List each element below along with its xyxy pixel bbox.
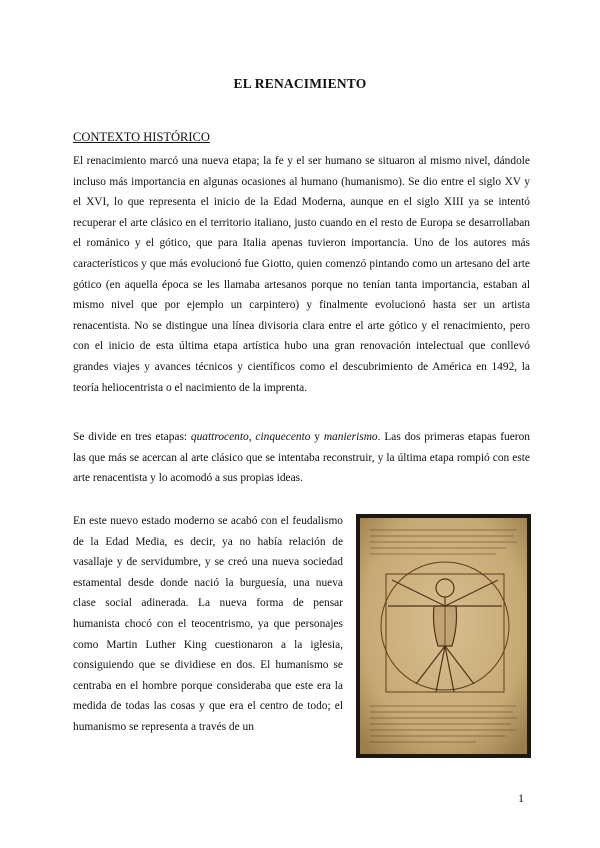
stage-quattrocento: quattrocento [190,431,249,443]
section-heading: CONTEXTO HISTÓRICO [73,130,210,144]
stage-separator: , [248,431,256,443]
page-title: EL RENACIMIENTO [233,76,367,91]
paragraph-modern-state: En este nuevo estado moderno se acabó con el feudalismo de la Edad Media, es decir, ya no había relación de vasallaje y de servidumbre, y se creó una nueva sociedad estamental desde donde nació la burguesía, una nueva clase social adinerada. La nueva forma de pensar humanista chocó con el teocentrismo, ya que personajes como Martin Luther King cuestionaron a la iglesia, consiguiendo que se dividiese en dos. El humanismo se centraba en el hombre porque consideraba que este era la medida de todas las cosas y que era el centro de todo; el humanismo se representa a través de un [73,515,343,733]
stage-cinquecento: cinquecento [255,431,311,443]
stage-separator: y [310,431,324,443]
paragraph-stages [73,427,530,489]
vitruvian-man-drawing-icon [356,514,531,758]
paragraph-context: El renacimiento marcó una nueva etapa; la fe y el ser humano se situaron al mismo nivel, dándole incluso más importancia en algunas ocasiones al humano (humanismo). Se dio entre el siglo XV y el XVI, lo que representa el inicio de la Edad Moderna, aunque en el siglo XIII ya se intentó recuperar el arte clásico en el territorio italiano, justo cuando en el resto de Europa se desarrollaban el románico y el gótico, que para Italia apenas tuvieron importancia. Uno de los autores más característicos y que más evolucionó fue Giotto, quien comenzó pintando como un artesano del arte gótico (en aquella época se les llamaba artesanos porque no tenían tanta importancia, estaban al mismo nivel que por ejemplo un carpintero) y finalmente evolucionó hasta ser un artista renacentista. No se distingue una línea divisoria clara entre el arte gótico y el renacimiento, pero con el inicio de esta última etapa artística hubo una gran renovación intelectual que conllevó grandes viajes y avances técnicos y científicos como el descubrimiento de América en 1492, la teoría heliocentrista o el nacimiento de la imprenta. [73,155,530,394]
page-number: 1 [518,791,524,805]
stages-rest: . Las dos primeras etapas fueron las que más se acercan al arte clásico que se intentaba reconstruir, y la última etapa rompió con este arte renacentista y lo acomodó a sus propias ideas. [73,431,530,485]
vitruvian-man-image [356,514,531,758]
stages-intro: Se divide en tres etapas: [73,431,191,443]
stage-manierismo: manierismo [323,431,378,443]
